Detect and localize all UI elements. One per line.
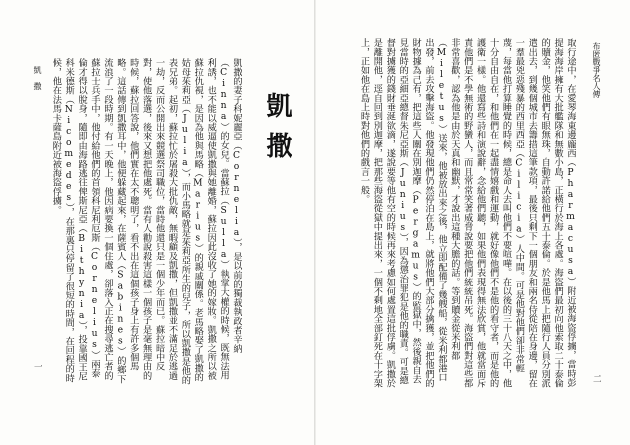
right-body-text: 取行途中，在愛琴海東邊龐西（Pharmacusa）附近被海盜俘擄，當時彭提海海岸擁有大批艦隊和無數小島，正橫行於海上各處。海盜們最初向他索取二十泰倫的贖金，他笑他們有眼無珠，自動許諾給他們五十泰倫。於是他馬上把隨行人員分別派遣出去，到幾個城市去籌措這筆款項，最後只剩下一個朋友和兩名侍從陪在身邊，留在一羣最兇惡殘暴的西里西亞（Cilicia）人中間。可是他對他們卻非常輕蔑，每當他打算睡覺的時候，總是命人去叫他們不要喧嘩。在以後的三十八天之中，他十分自由自在，和他們在一起盡情嬉戲和運動，就好像他們不是他的看守者，而是他的護衛一樣。他還寫些詩和演說辭，念給他們聽，如果他們表現得無法欣賞，他就當面斥責他們是不學無術的野蠻人，而且常常笑著威脅說要把他們統統吊死。海盜們對這些都非常喜歡，認為他是由於天真和幽默，才說出這種大膽的話。等到贖金從米利都（Miletus）送來，他被放出來之後，他立即配備了幾艘船，從米利都港口出發，前去攻擊海盜。他發現他們仍然停泊在島上，就將他們大部分擒獲，並把他們的財物據為己有，把這些人關在別迦摩（Pergamus）的監獄中，然後親自去見當時的亞細亞總督朱尼亞斯（Junius），因為懲治罪犯是他的職責。可是總督對擄獲的錢財垂涎欲滴，遂說要等他有空的時候再來考慮如何處置這批俘虜。凱撒於是離開他，逕自回到別迦摩，把那些海盜從獄中提出來，一個不剩地全部釘死在十字架上，正如他在島上時對他們的戲言一般。 — [358, 38, 576, 388]
left-running-head: 凱 撒 — [33, 66, 42, 90]
right-page-number: 二 — [591, 374, 601, 383]
page-gutter — [314, 0, 316, 445]
right-running-head: 布匿戰爭名人傳 — [592, 42, 601, 98]
left-page-number: 一 — [32, 362, 42, 371]
left-body-text: 凱撒的妻子科妮麗亞（Cornelia），是以前的獨裁執政者辛納（Cinna）的女兒。當蘇拉（Sulla）執掌大權的時候，既無法用利誘，也不能以威逼使凱撒與她離婚，蘇拉因此沒收了她的嫁妝。凱撒之所以被蘇拉仇視，是因為他與馬略（Marius）的親戚關係。老馬略娶了凱撒的姑母茱莉亞（Julia），而小馬略就是茱莉亞所生的兒子，所以凱撒是他的表兄弟。起初，蘇拉忙於屠殺大批仇敵，無暇顧及凱撒，但凱撒並不滿足於逃過一劫，反而公開出來競選祭司職位，當時他還只是一個少年而已。蘇拉暗中反對，使他落選，後來又想把他處死。當有人勸說殺害這樣一個孩子是毫無理由的時候，蘇拉回答說，他們實在太不聰明了，看不出在這個孩子身上有許多個馬略。這話傳到凱撒耳中，他便躲藏起來，在薩賓人（Sabines）的鄉下流浪了一段時期。有一天晚上，他因病要換一個住處，卻落入正在搜尋逃亡者的蘇拉士兵手中，他付給他們的首領科尼利厄斯（Cornelius）兩泰倫才得以脫身，隨即由海路逃往俾斯尼亞（Bithynia），投靠國王尼科米德斯（Nicomedes），在那裏只停留了很短的時間，在回程的時候，他在法馬卡薩島附近被海盜俘擄。 — [50, 58, 242, 385]
chapter-title: 凱撒 — [262, 92, 292, 172]
